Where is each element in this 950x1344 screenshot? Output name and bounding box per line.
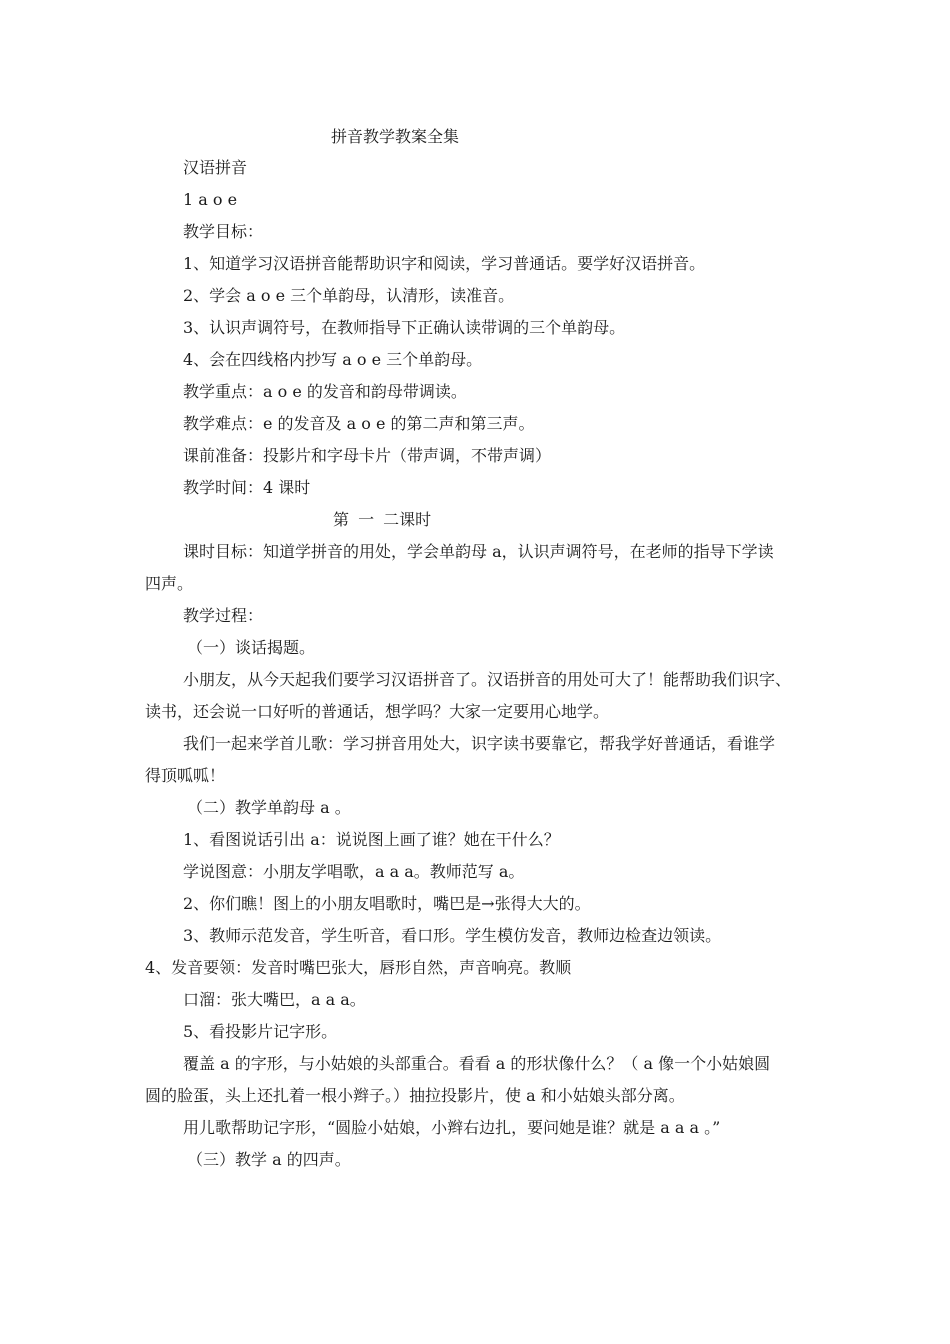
paragraph-line: 教学难点：e 的发音及 a o e 的第二声和第三声。 <box>183 414 535 433</box>
paragraph-line: 5、看投影片记字形。 <box>183 1022 338 1041</box>
paragraph-line: 我们一起来学首儿歌：学习拼音用处大，识字读书要靠它，帮我学好普通话，看谁学 <box>183 734 776 753</box>
paragraph-line: 教学过程： <box>183 606 264 625</box>
paragraph-line: 学说图意：小朋友学唱歌，a a a。教师范写 a。 <box>183 862 525 881</box>
paragraph-line: 1 a o e <box>183 190 238 209</box>
paragraph-line: 教学目标： <box>183 222 264 241</box>
paragraph-line: 教学时间：4 课时 <box>183 478 311 497</box>
paragraph-line: 得顶呱呱！ <box>145 766 226 785</box>
paragraph-line: 课时目标：知道学拼音的用处，学会单韵母 a，认识声调符号，在老师的指导下学读 <box>183 542 774 561</box>
paragraph-line: 1、看图说话引出 a：说说图上画了谁？她在干什么？ <box>183 830 560 849</box>
paragraph-line: 3、教师示范发音，学生听音，看口形。学生模仿发音，教师边检查边领读。 <box>183 926 722 945</box>
document-title: 拼音教学教案全集 <box>331 127 460 146</box>
paragraph-line: 读书，还会说一口好听的普通话，想学吗？大家一定要用心地学。 <box>145 702 610 721</box>
paragraph-line: 4、发音要领：发音时嘴巴张大，唇形自然，声音响亮。教顺 <box>145 958 572 977</box>
paragraph-line: 教学重点：a o e 的发音和韵母带调读。 <box>183 382 467 401</box>
paragraph-line: 4、会在四线格内抄写 a o e 三个单韵母。 <box>183 350 483 369</box>
paragraph-line: 2、学会 a o e 三个单韵母，认清形，读准音。 <box>183 286 515 305</box>
paragraph-line: 3、认识声调符号，在教师指导下正确认读带调的三个单韵母。 <box>183 318 626 337</box>
paragraph-line: 1、知道学习汉语拼音能帮助识字和阅读，学习普通话。要学好汉语拼音。 <box>183 254 706 273</box>
paragraph-line: 汉语拼音 <box>183 158 248 177</box>
paragraph-line: （一）谈话揭题。 <box>187 638 316 657</box>
paragraph-line: 2、你们瞧！图上的小朋友唱歌时，嘴巴是→张得大大的。 <box>183 894 591 913</box>
paragraph-line: （二）教学单韵母 a 。 <box>187 798 351 817</box>
paragraph-line: 用儿歌帮助记字形，“圆脸小姑娘，小辫右边扎，要问她是谁？就是 a a a 。” <box>183 1118 721 1137</box>
paragraph-line: 口溜：张大嘴巴，a a a。 <box>183 990 366 1009</box>
section-heading: 第 一 二课时 <box>333 510 432 529</box>
paragraph-line: 课前准备：投影片和字母卡片（带声调，不带声调） <box>183 446 552 465</box>
paragraph-line: 圆的脸蛋，头上还扎着一根小辫子。）抽拉投影片，使 a 和小姑娘头部分离。 <box>145 1086 685 1105</box>
paragraph-line: 小朋友，从今天起我们要学习汉语拼音了。汉语拼音的用处可大了！能帮助我们识字、 <box>183 670 792 689</box>
paragraph-line: 四声。 <box>145 574 194 593</box>
paragraph-line: 覆盖 a 的字形，与小姑娘的头部重合。看看 a 的形状像什么？（ a 像一个小姑娘圆 <box>183 1054 771 1073</box>
paragraph-line: （三）教学 a 的四声。 <box>187 1150 351 1169</box>
